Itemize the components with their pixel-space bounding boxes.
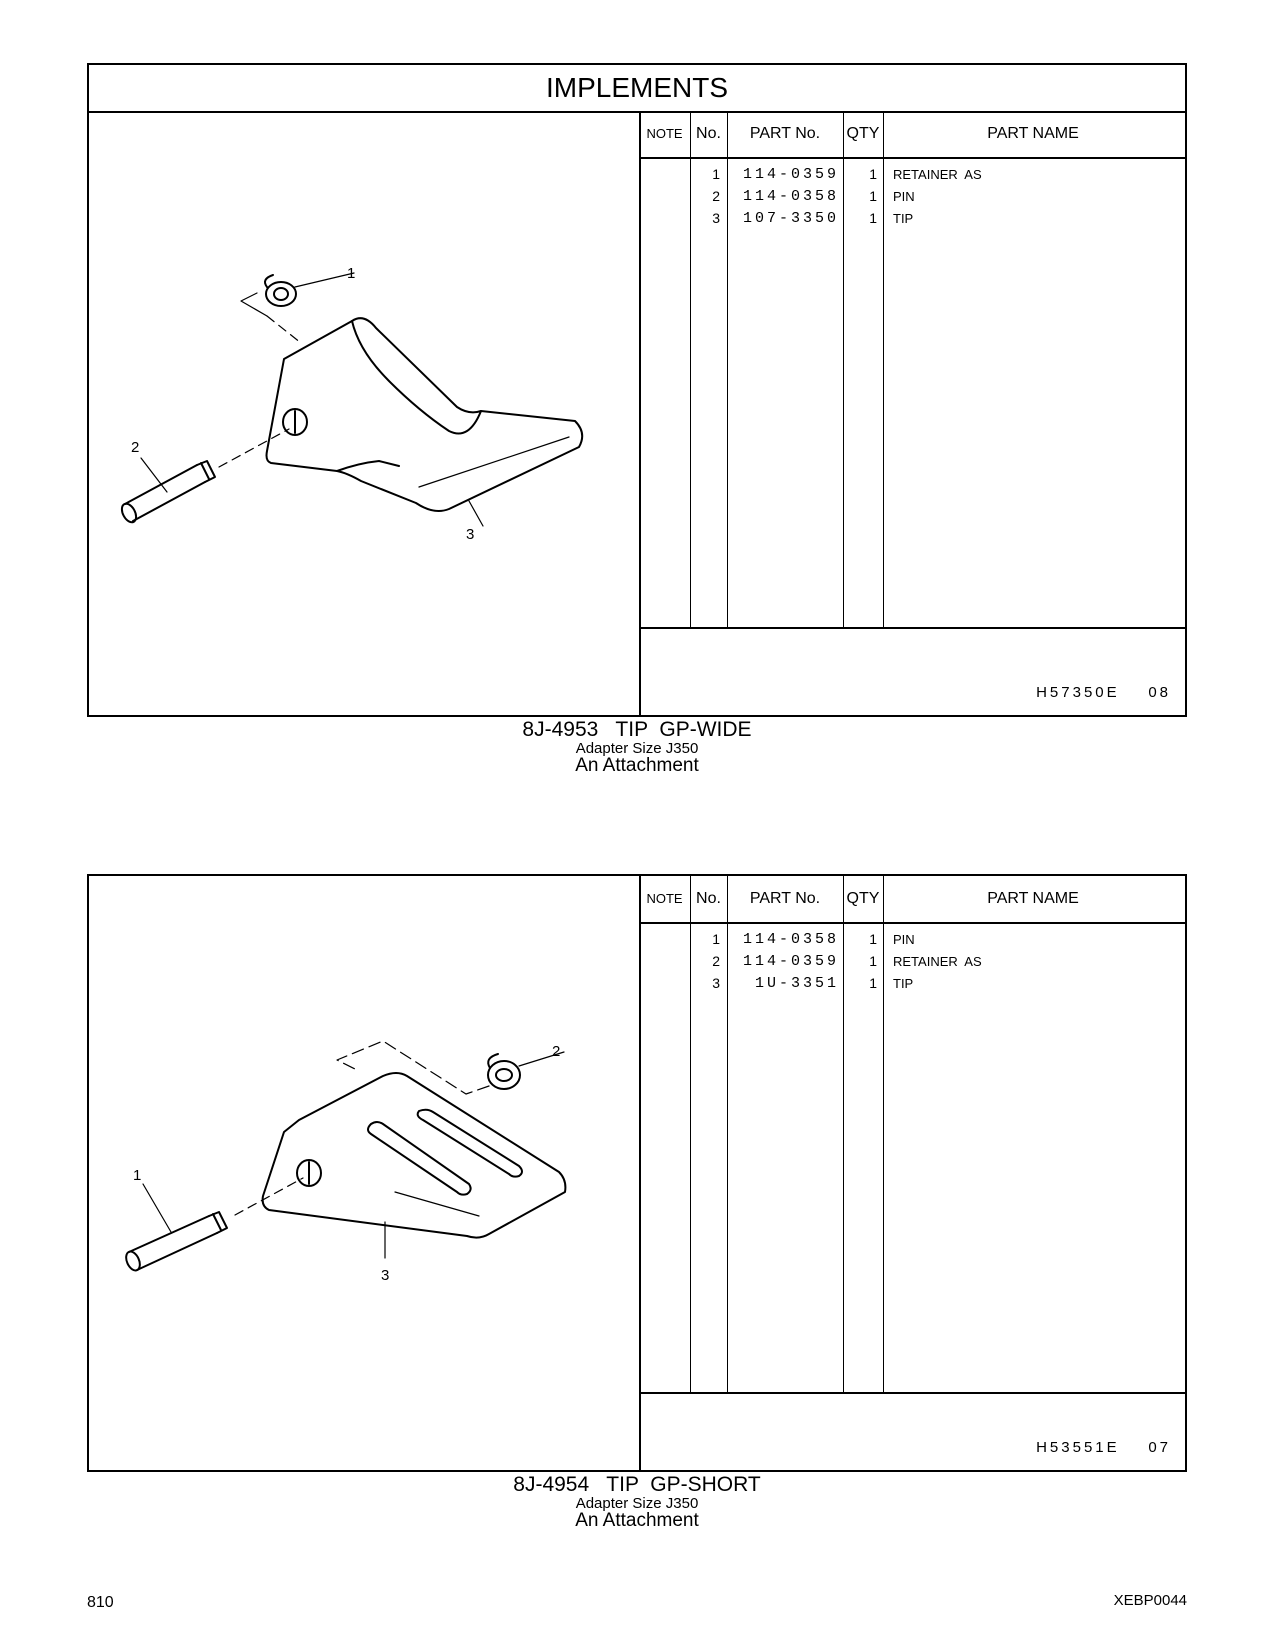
row-part-no: 114-0359 xyxy=(742,166,839,183)
row-qty: 1 xyxy=(869,931,877,947)
callout-1: 1 xyxy=(133,1167,142,1184)
table-row xyxy=(639,950,1185,973)
row-part-name: TIP xyxy=(893,976,914,991)
callout-2: 2 xyxy=(131,439,140,456)
row-part-name: PIN xyxy=(893,189,915,204)
pin-drawing xyxy=(123,1212,227,1273)
row-no: 2 xyxy=(712,188,720,204)
tip-body-drawing xyxy=(263,1073,566,1238)
table-footer-divider xyxy=(639,1392,1185,1394)
row-part-no: 107-3350 xyxy=(742,210,839,227)
row-no: 3 xyxy=(712,975,720,991)
document-id: XEBP0044 xyxy=(1113,1592,1187,1609)
section-title: IMPLEMENTS xyxy=(89,65,1185,113)
row-part-no: 114-0359 xyxy=(742,953,839,970)
row-qty: 1 xyxy=(869,166,877,182)
header-qty: QTY xyxy=(846,890,880,907)
callout-3: 3 xyxy=(381,1267,390,1284)
pin-drawing xyxy=(119,461,215,525)
header-note: NOTE xyxy=(646,126,683,141)
row-part-name: RETAINER AS xyxy=(893,167,982,182)
row-part-name: RETAINER AS xyxy=(893,954,982,969)
caption-title: 8J-4953 TIP GP-WIDE xyxy=(522,718,752,741)
table-row xyxy=(639,972,1185,995)
table-row xyxy=(639,185,1185,208)
callout-1: 1 xyxy=(347,265,356,282)
tip-short-drawing xyxy=(89,876,639,1472)
row-qty: 1 xyxy=(869,188,877,204)
header-part-no: PART No. xyxy=(749,890,821,907)
callout-2: 2 xyxy=(552,1043,561,1060)
header-qty: QTY xyxy=(846,125,880,142)
row-qty: 1 xyxy=(869,975,877,991)
caption-attachment: An Attachment xyxy=(575,1510,699,1531)
tip-body-drawing xyxy=(267,318,583,511)
table-row xyxy=(639,928,1185,951)
tip-wide-drawing xyxy=(89,111,639,717)
caption-subtitle: Adapter Size J350 xyxy=(575,1495,699,1512)
parts-panel-1 xyxy=(87,63,1187,717)
row-part-no: 114-0358 xyxy=(742,188,839,205)
table-header xyxy=(639,876,1185,924)
parts-table-2 xyxy=(639,876,1185,1472)
illustration-code: H53551E 07 xyxy=(1036,1439,1171,1456)
header-part-no: PART No. xyxy=(749,125,821,142)
row-no: 1 xyxy=(712,166,720,182)
row-part-no: 1U-3351 xyxy=(754,975,839,992)
row-qty: 1 xyxy=(869,210,877,226)
retainer-drawing xyxy=(266,282,296,306)
illustration-2 xyxy=(89,876,641,1470)
illustration-1 xyxy=(89,111,641,715)
table-row xyxy=(639,207,1185,230)
header-part-name: PART NAME xyxy=(987,890,1079,907)
row-no: 3 xyxy=(712,210,720,226)
header-note: NOTE xyxy=(646,891,683,906)
caption-subtitle: Adapter Size J350 xyxy=(575,740,699,757)
caption-title: 8J-4954 TIP GP-SHORT xyxy=(513,1473,761,1496)
header-part-name: PART NAME xyxy=(987,125,1079,142)
row-no: 2 xyxy=(712,953,720,969)
parts-panel-2 xyxy=(87,874,1187,1472)
row-qty: 1 xyxy=(869,953,877,969)
table-footer-divider xyxy=(639,627,1185,629)
header-no: No. xyxy=(696,890,721,907)
row-no: 1 xyxy=(712,931,720,947)
illustration-code: H57350E 08 xyxy=(1036,684,1171,701)
table-header xyxy=(639,111,1185,159)
page-number: 810 xyxy=(87,1594,114,1611)
caption-1 xyxy=(87,719,1187,776)
table-row xyxy=(639,163,1185,186)
row-part-no: 114-0358 xyxy=(742,931,839,948)
retainer-drawing xyxy=(488,1061,520,1089)
row-part-name: PIN xyxy=(893,932,915,947)
row-part-name: TIP xyxy=(893,211,914,226)
header-no: No. xyxy=(696,125,721,142)
callout-3: 3 xyxy=(466,526,475,543)
caption-2 xyxy=(87,1474,1187,1531)
parts-table-1 xyxy=(639,111,1185,717)
caption-attachment: An Attachment xyxy=(575,755,699,776)
